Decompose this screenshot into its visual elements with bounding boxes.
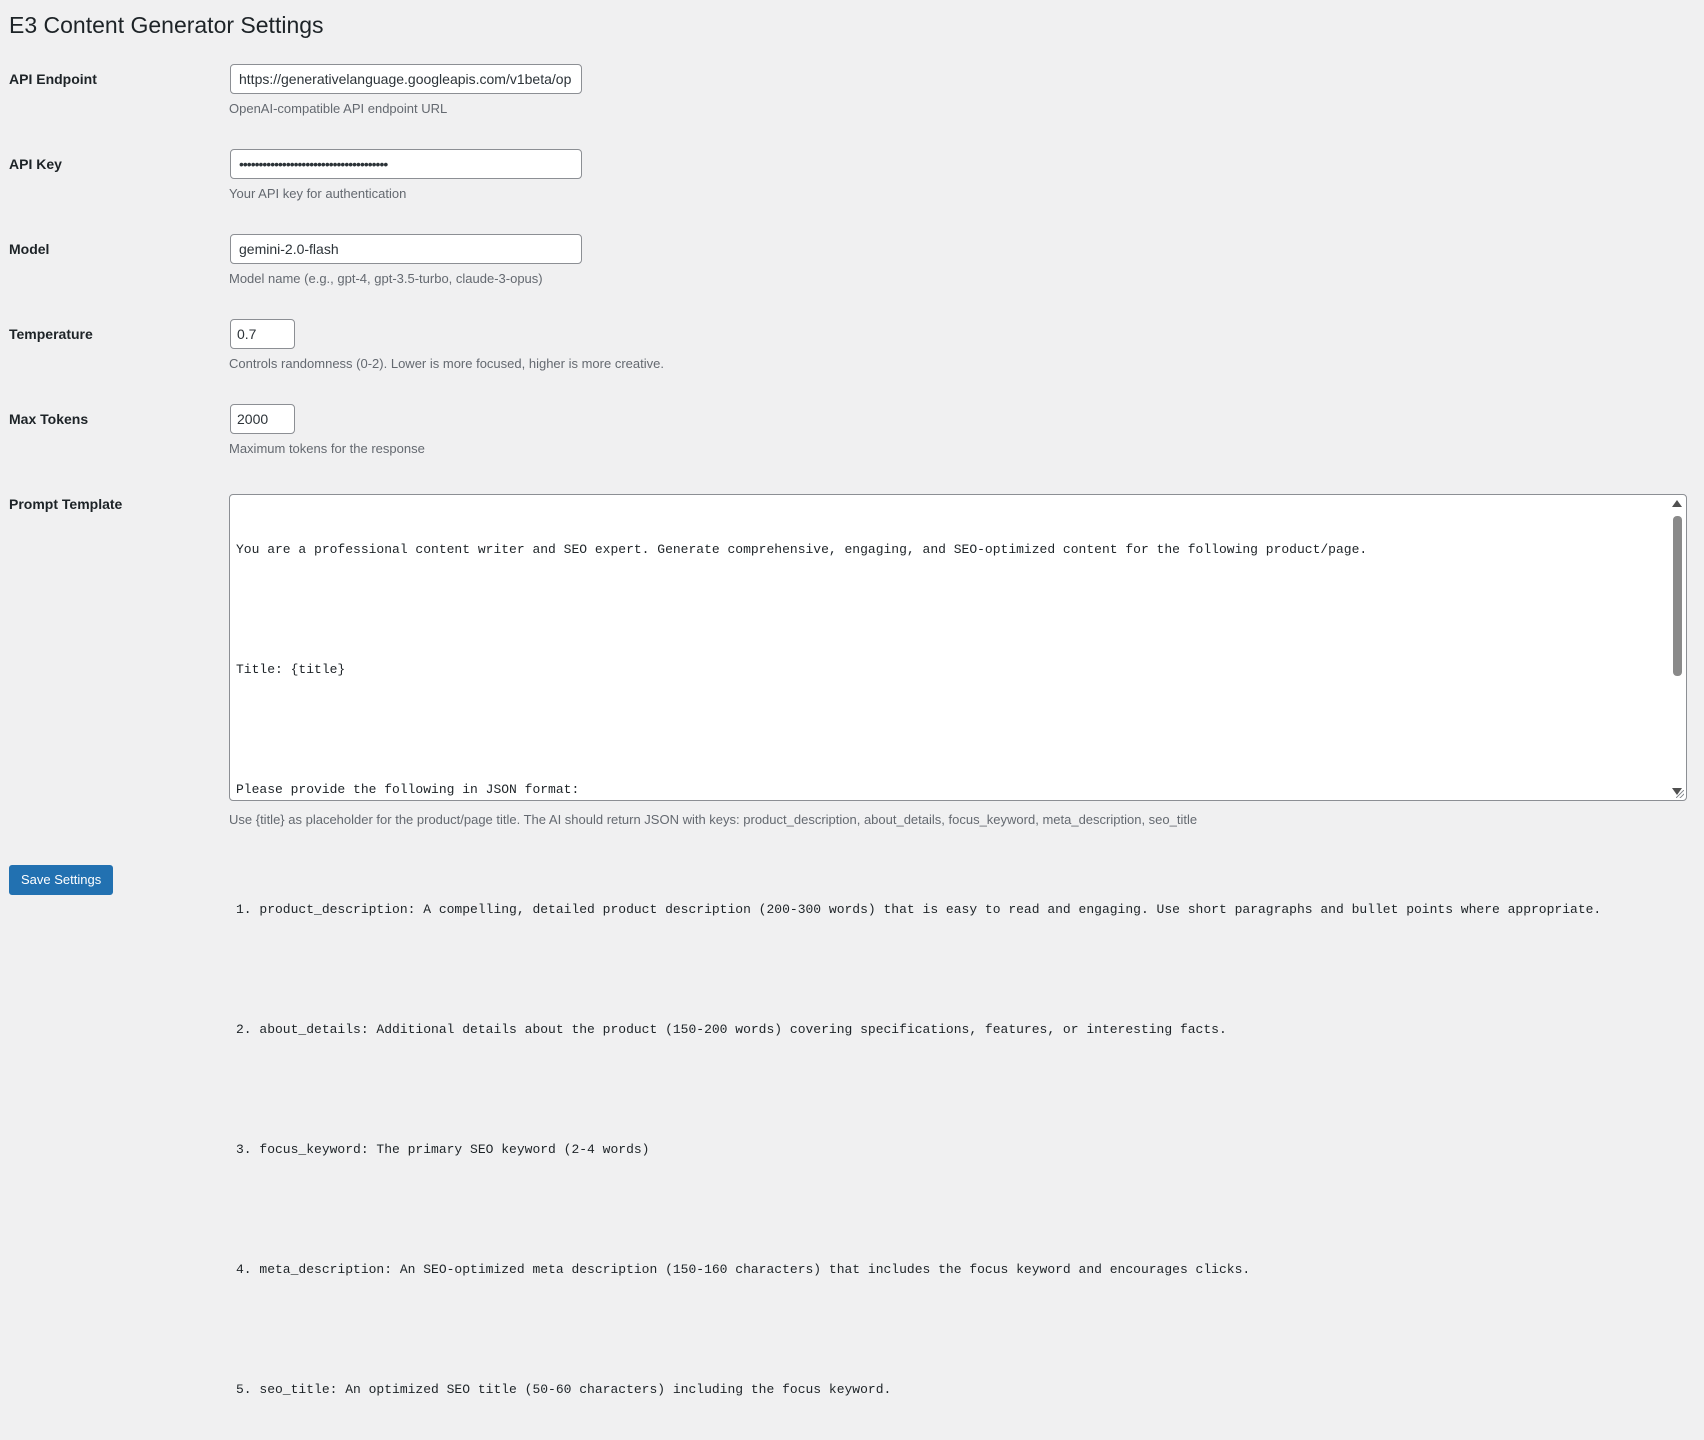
scroll-up-arrow-icon[interactable] xyxy=(1672,500,1682,507)
api-endpoint-description: OpenAI-compatible API endpoint URL xyxy=(229,101,448,116)
prompt-line: 5. seo_title: An optimized SEO title (50-60 characters) including the focus keyword. xyxy=(236,1382,892,1397)
prompt-template-description: Use {title} as placeholder for the product/page title. The AI should return JSON with keys: product_description, about_details, focus_keyword, meta_description, seo_title xyxy=(229,812,1198,827)
prompt-line: 2. about_details: Additional details about the product (150-200 words) covering specifications, features, or interesting facts. xyxy=(236,1022,1227,1037)
temperature-description: Controls randomness (0-2). Lower is more focused, higher is more creative. xyxy=(229,356,664,371)
temperature-label: Temperature xyxy=(9,326,93,342)
prompt-line xyxy=(236,1320,1664,1340)
prompt-line xyxy=(236,960,1664,980)
textarea-scrollbar[interactable] xyxy=(1670,496,1685,799)
max-tokens-label: Max Tokens xyxy=(9,411,89,427)
api-endpoint-label: API Endpoint xyxy=(9,71,97,87)
api-key-label: API Key xyxy=(9,156,62,172)
model-input[interactable]: gemini-2.0-flash xyxy=(230,234,582,264)
api-key-description: Your API key for authentication xyxy=(229,186,407,201)
page-title: E3 Content Generator Settings xyxy=(9,12,324,38)
prompt-template-label: Prompt Template xyxy=(9,496,123,512)
max-tokens-input[interactable]: 2000 xyxy=(230,404,295,434)
prompt-line: 1. product_description: A compelling, detailed product description (200-300 words) that is easy to read and engaging. Use short paragraphs and bullet points where appropriate. xyxy=(236,902,1602,917)
prompt-line xyxy=(236,1080,1664,1100)
api-endpoint-input[interactable]: https://generativelanguage.googleapis.com/v1beta/op xyxy=(230,64,582,94)
prompt-line: Title: {title} xyxy=(236,662,346,677)
prompt-line xyxy=(236,720,1664,740)
prompt-line: 3. focus_keyword: The primary SEO keyword (2-4 words) xyxy=(236,1142,650,1157)
scrollbar-thumb[interactable] xyxy=(1673,516,1682,676)
model-label: Model xyxy=(9,241,50,257)
prompt-line: You are a professional content writer and SEO expert. Generate comprehensive, engaging, and SEO-optimized content for the following product/page. xyxy=(236,542,1368,557)
resize-grip-icon[interactable] xyxy=(1676,790,1684,798)
temperature-input[interactable]: 0.7 xyxy=(230,319,295,349)
prompt-line xyxy=(236,840,1664,860)
prompt-line: Please provide the following in JSON format: xyxy=(236,782,580,797)
prompt-line xyxy=(236,1200,1664,1220)
prompt-line: 4. meta_description: An SEO-optimized meta description (150-160 characters) that includes the focus keyword and encourages clicks. xyxy=(236,1262,1251,1277)
model-description: Model name (e.g., gpt-4, gpt-3.5-turbo, claude-3-opus) xyxy=(229,271,543,286)
prompt-line xyxy=(236,600,1664,620)
max-tokens-description: Maximum tokens for the response xyxy=(229,441,425,456)
save-settings-button[interactable]: Save Settings xyxy=(9,865,113,895)
api-key-input[interactable]: •••••••••••••••••••••••••••••••••••••• xyxy=(230,149,582,179)
